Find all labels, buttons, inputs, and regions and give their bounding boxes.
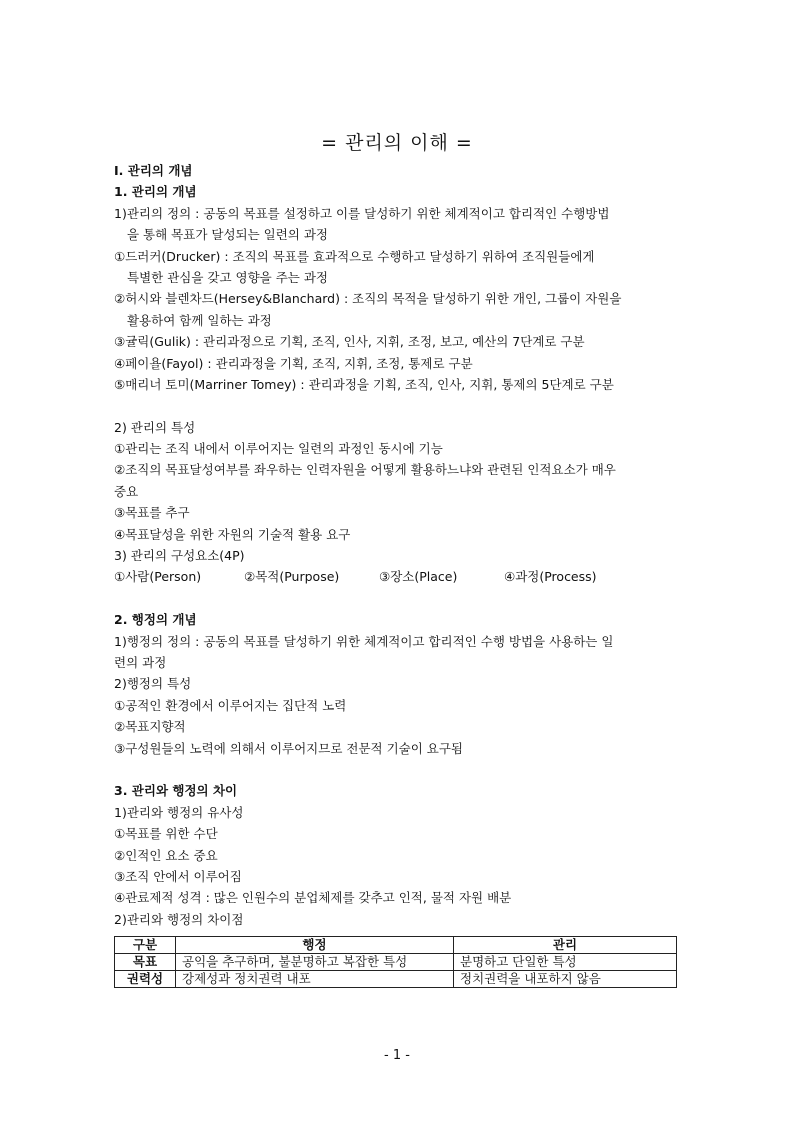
text-line: 중요 [114,483,139,499]
table-cell: 목표 [115,954,176,971]
four-p-purpose: ②목적(Purpose) [244,569,340,585]
text-line: ④관료제적 성격 : 많은 인원수의 분업체제를 갖추고 인적, 물적 자원 배분 [114,890,512,906]
table-cell: 분명하고 단일한 특성 [454,954,677,971]
text-line: 특별한 관심을 갖고 영향을 주는 과정 [127,269,328,285]
blank-line [114,759,684,780]
text-line: 을 통해 목표가 달성되는 일련의 과정 [127,227,328,243]
text-line: ⑤매리너 토미(Marriner Tomey) : 관리과정을 기획, 조직, 인사, 지휘, 통제의 5단계로 구분 [114,376,614,392]
table-cell: 권력성 [115,971,176,988]
document-body [114,160,684,930]
section-heading: 1. 관리의 개념 [114,184,197,200]
text-line: ①드러커(Drucker) : 조직의 목표를 효과적으로 수행하고 달성하기 위하여 조직원들에게 [114,248,595,264]
table-header-row [115,937,677,954]
blank-line [114,395,684,416]
text-line: 련의 과정 [114,654,167,670]
text-line: ③귤릭(Gulik) : 관리과정으로 기획, 조직, 인사, 지휘, 조정, 보고, 예산의 7단계로 구분 [114,334,585,350]
text-line: 1)관리의 정의 : 공동의 목표를 설정하고 이를 달성하기 위한 체계적이고 합리적인 수행방법 [114,205,610,221]
comparison-table [114,936,677,988]
text-line: ③조직 안에서 이루어짐 [114,868,242,884]
page-number: - 1 - [384,1048,410,1063]
section-heading: 3. 관리와 행정의 차이 [114,783,238,799]
text-line: ②허시와 블렌차드(Hersey&Blanchard) : 조직의 목적을 달성하기 위한 개인, 그룹이 자원을 [114,291,622,307]
text-line: ①공적인 환경에서 이루어지는 집단적 노력 [114,697,347,713]
text-line: ①관리는 조직 내에서 이루어지는 일련의 과정인 동시에 기능 [114,441,443,457]
text-line: 2) 관리의 특성 [114,419,196,435]
text-line: 2)관리와 행정의 차이점 [114,911,244,927]
text-line: ②목표지향적 [114,719,186,735]
section-1-text [114,160,684,566]
table-row [115,971,677,988]
four-p-person: ①사람(Person) [114,569,202,585]
section-heading: Ⅰ. 관리의 개념 [114,163,193,178]
table-cell: 공익을 추구하며, 불분명하고 복잡한 특성 [176,954,454,971]
document-title: = 관리의 이해 = [321,132,473,154]
text-line: 활용하여 함께 일하는 과정 [127,312,272,328]
text-line: ③구성원들의 노력에 의해서 이루어지므로 전문적 기술이 요구됨 [114,740,463,756]
table-cell: 강제성과 정치권력 내포 [176,971,454,988]
four-p-row [114,566,684,587]
text-line: ③목표를 추구 [114,505,190,521]
text-line: 3) 관리의 구성요소(4P) [114,548,245,564]
table-row [115,954,677,971]
four-p-process: ④과정(Process) [504,569,597,585]
text-line: ②조직의 목표달성여부를 좌우하는 인력자원을 어떻게 활용하느냐와 관련된 인적요소가 매우 [114,462,616,478]
text-line: 1)관리와 행정의 유사성 [114,804,244,820]
section-2-3-text [114,588,684,930]
table-header-administration: 행정 [176,937,454,954]
table-header-category: 구분 [115,937,176,954]
section-heading: 2. 행정의 개념 [114,612,197,628]
table-cell: 정치권력을 내포하지 않음 [454,971,677,988]
text-line: ①목표를 위한 수단 [114,826,218,842]
text-line: ②인적인 요소 중요 [114,847,218,863]
text-line: 1)행정의 정의 : 공동의 목표를 달성하기 위한 체계적이고 합리적인 수행 방법을 사용하는 일 [114,633,614,649]
text-line: ④페이욜(Fayol) : 관리과정을 기획, 조직, 지휘, 조정, 통제로 구분 [114,355,473,371]
text-line: ④목표달성을 위한 자원의 기술적 활용 요구 [114,526,351,542]
text-line: 2)행정의 특성 [114,676,192,692]
table-header-management: 관리 [454,937,677,954]
blank-line [114,588,684,609]
four-p-place: ③장소(Place) [379,569,458,585]
